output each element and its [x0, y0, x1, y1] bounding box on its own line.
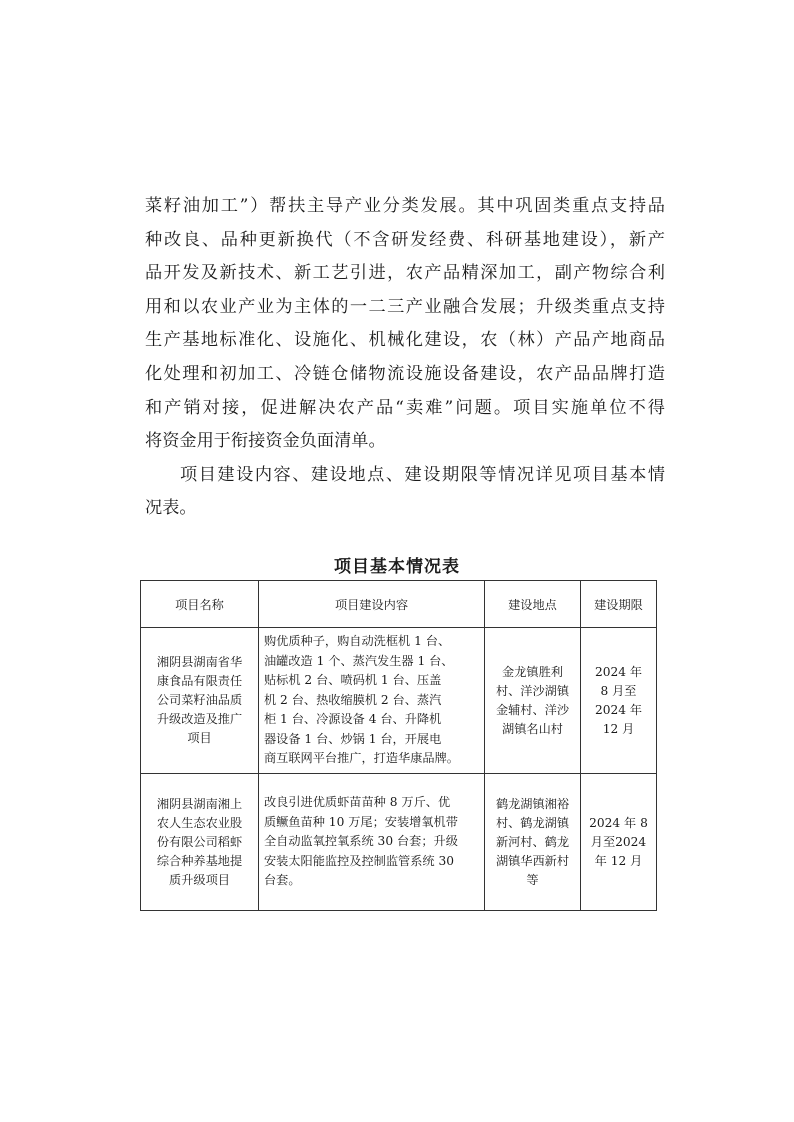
cell-project-name: 湘阴县湖南省华 康食品有限责任 公司菜籽油品质 升级改造及推广 项目 — [141, 628, 259, 774]
body-line: 用和以农业产业为主体的一二三产业融合发展；升级类重点支持 — [145, 296, 665, 317]
body-line: 将资金用于衔接资金负面清单。 — [145, 431, 386, 452]
header-location: 建设地点 — [485, 581, 581, 628]
body-line: 化处理和初加工、冷链仓储物流设施设备建设，农产品品牌打造 — [145, 363, 665, 384]
body-line: 菜籽油加工”）帮扶主导产业分类发展。其中巩固类重点支持品 — [145, 196, 665, 216]
header-period: 建设期限 — [581, 581, 657, 628]
body-line: 生产基地标准化、设施化、机械化建设，农（林）产品产地商品 — [145, 330, 665, 351]
cell-location: 鹤龙湖镇湘裕 村、鹤龙湖镇 新河村、鹤龙 湖镇华西新村 等 — [485, 774, 581, 911]
table-header-row — [141, 581, 657, 628]
table-row — [141, 774, 657, 911]
cell-period: 2024 年 8 月至2024 年 12 月 — [581, 774, 657, 911]
cell-content: 购优质种子，购自动洗框机 1 台、 油罐改造 1 个、蒸汽发生器 1 台、 贴标机 2 台、喷码机 1 台、压盖 机 2 台、热收缩膜机 2 台、蒸汽 柜 1 台、冷源设备 4 台、升降机 器设备 1 台、炒锅 1 台，开展电 商互联网平台推广，打造华康品牌。 — [259, 628, 485, 774]
cell-content: 改良引进优质虾苗苗种 8 万斤、优 质鳜鱼苗种 10 万尾；安装增氧机带 全自动监氧控氧系统 30 台套；升级 安装太阳能监控及控制监管系统 30 台套。 — [259, 774, 485, 911]
table-row — [141, 628, 657, 774]
body-line: 项目建设内容、建设地点、建设期限等情况详见项目基本情 — [180, 464, 665, 485]
body-text — [145, 190, 665, 526]
cell-period: 2024 年 8 月至 2024 年 12 月 — [581, 628, 657, 774]
body-line: 和产销对接，促进解决农产品“卖难”问题。项目实施单位不得 — [145, 397, 665, 418]
header-content: 项目建设内容 — [259, 581, 485, 628]
body-line: 品开发及新技术、新工艺引进，农产品精深加工，副产物综合利 — [145, 263, 665, 284]
body-line: 况表。 — [145, 498, 197, 519]
cell-project-name: 湘阴县湖南湘上 农人生态农业股 份有限公司稻虾 综合种养基地提 质升级项目 — [141, 774, 259, 911]
cell-location: 金龙镇胜利 村、洋沙湖镇 金辅村、洋沙 湖镇名山村 — [485, 628, 581, 774]
header-project-name: 项目名称 — [141, 581, 259, 628]
project-info-table — [140, 580, 657, 911]
table-title: 项目基本情况表 — [334, 557, 460, 577]
body-line: 种改良、品种更新换代（不含研发经费、科研基地建设），新产 — [145, 229, 665, 250]
